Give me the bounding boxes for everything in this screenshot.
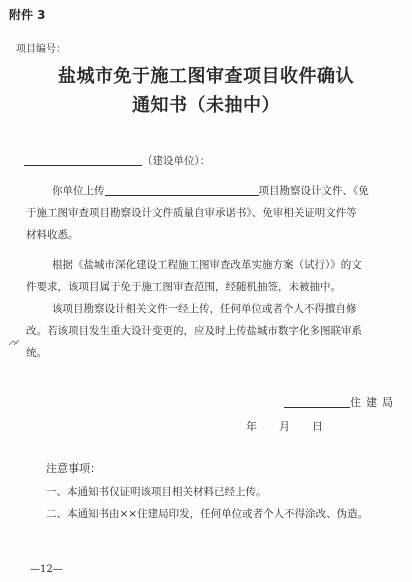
paragraph-2-line2: 件要求，该项目属于免于施工图审查范围，经随机抽签，未被抽中。 — [26, 281, 341, 293]
paragraph-3-line2: 改。若该项目发生重大设计变更的，应及时上传盐城市数字化多图联审系 — [26, 325, 362, 337]
paragraph-1-line2: 于施工图审查项目勘察设计文件质量自审承诺书》、免审相关证明文件等 — [26, 207, 357, 219]
construction-unit-blank — [24, 153, 142, 166]
date-day: 日 — [312, 420, 323, 433]
date-year: 年 — [246, 420, 257, 433]
attachment-label: 附件 3 — [9, 8, 46, 22]
notice-item-1: 一、本通知书仅证明该项目相关材料已经上传。 — [46, 486, 267, 498]
date-month: 月 — [279, 420, 290, 433]
document-title-line2: 通知书（未抽中） — [132, 95, 280, 116]
page-number: —12— — [30, 564, 63, 575]
para1-end: 项目勘察设计文件、《免 — [258, 185, 369, 197]
project-name-blank — [105, 183, 259, 196]
addressee-line — [24, 150, 210, 172]
bureau-suffix: 住建局 — [350, 396, 398, 409]
project-number-label: 项目编号： — [16, 44, 66, 55]
signature-organization — [284, 394, 398, 410]
notice-item-2: 二、本通知书由××住建局印发，任何单位或者个人不得涂改、伪造。 — [46, 508, 369, 520]
para1-start: 你单位上传 — [52, 185, 105, 197]
paragraph-3-line3: 统。 — [26, 347, 47, 359]
paragraph-1-line3: 材料收悉。 — [26, 229, 79, 241]
addressee-suffix: （建设单位）： — [142, 155, 211, 167]
notice-title: 注意事项： — [46, 462, 101, 475]
paragraph-2-line1: 根据《盐城市深化建设工程施工图审查改革实施方案（试行）》的文 — [52, 259, 362, 271]
signature-date — [246, 418, 345, 434]
paragraph-1-line1 — [52, 180, 369, 202]
document-title-line1: 盐城市免于施工图审查项目收件确认 — [58, 66, 354, 87]
pen-mark-icon — [8, 339, 20, 347]
bureau-name-blank — [284, 395, 350, 408]
paragraph-3-line1: 该项目勘察设计相关文件一经上传，任何单位或者个人不得擅自修 — [52, 303, 357, 315]
